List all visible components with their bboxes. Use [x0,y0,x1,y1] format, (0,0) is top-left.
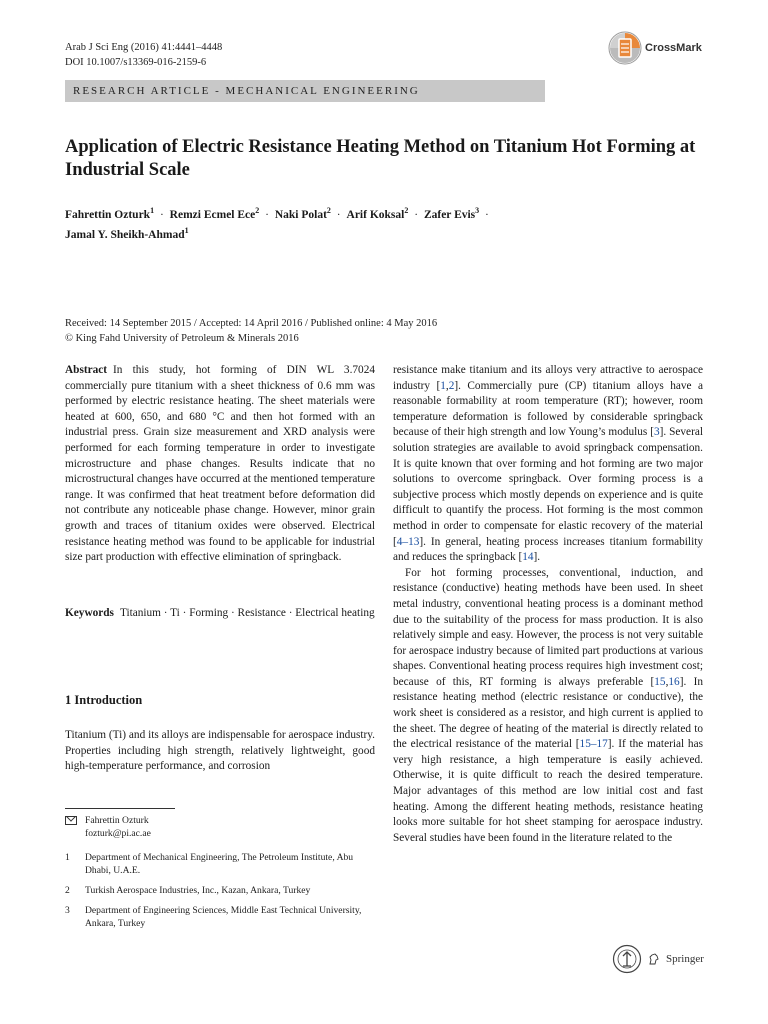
citation-link[interactable]: 16 [668,675,680,688]
abstract-text: In this study, hot forming of DIN WL 3.7024 commercially pure titanium with a sheet thickness of 0.6 mm was performed by electric resistance heating. The sheet materials were heated at 600, 650, and 680 °C and then hot formed with an industrial press. Grain size measurement and XRD analysis were performed for each forming temperature in order to investigate microstructure and phase changes. Results indicate that no microstructural changes have occurred at the mentioned temperature range. It was confirmed that heat treatment before deformation did not contribute any noticeable phase change. However, minor grain growth and traces of titanium oxides were observed. Electrical resistance heating method was found to be applicable for industrial size part production with effective elimination of springback. [65,364,375,564]
introduction-text: Titanium (Ti) and its alloys are indispensable for aerospace industry. Properties including high strength, relatively lightweight, good high-temperature performance, and corrosion [65,729,375,773]
abstract [65,363,375,566]
citation-link[interactable]: 14 [522,551,534,564]
author-name: Naki Polat$^2$ [274,206,331,221]
journal-citation: Arab J Sci Eng (2016) 41:4441–4448 [65,42,223,53]
publisher-name: Springer [666,953,704,965]
author-name: Remzi Ecmel Ece$^2$ [169,206,260,221]
citation-link[interactable]: 15 [654,675,666,688]
citation-link[interactable]: 4–13 [396,535,420,548]
author-affiliation-mark: 1 [184,225,189,235]
crossmark-label: CrossMark [645,42,702,54]
citation-link[interactable]: 1 [440,379,446,392]
paper-title: Application of Electric Resistance Heating Method on Titanium Hot Forming at Industrial Scale [65,137,696,180]
affiliation-mark: 2 [65,885,70,896]
citation-link[interactable]: 2 [448,379,455,392]
author-separator: · [157,208,167,221]
footnotes [65,814,375,937]
citation-link[interactable]: 3 [653,426,660,439]
affiliation-mark: 3 [65,905,70,916]
journal-meta [65,40,222,70]
author-list [65,203,665,243]
body-paragraph: For hot forming processes, conventional, induction, and resistance (conductive) heating methods have been used. In sheet metal industry, conventional heating process is a dominant method due to the suitability of the process for mass production. It is also relatively simple and easy. However, the process is not very suitable for aerospace industry because of limited part productions at various shapes. Conventional heating process requires high investment cost; because of this, RT forming is always preferable [15,16]. In resistance heating method (electric resistance or conductive), the work sheet is considered as a resistor, and high current is applied to the sheet. The degree of heating of the material is directly related to the electrical resistance of the material [15–17]. If the material has very high resistance, a high temperature is easily achieved. Otherwise, it is quite difficult to reach the desired temperature. Major advantages of this method are low initial cost and fast heating. Among the different heating methods, resistance heating looks more suitable for hot sheet stamping for aerospace industry. Several studies have been found in the literature related to the [393,566,704,844]
open-access-seal-icon [612,944,642,974]
author-separator: · [333,208,344,221]
author-affiliation-mark: 2 [326,206,331,215]
crossmark-icon [608,31,642,65]
dates-line: Received: 14 September 2015 / Accepted: 14 April 2016 / Published online: 4 May 2016 [65,318,438,329]
copyright-line: © King Fahd University of Petroleum & Minerals 2016 [65,333,299,344]
doi[interactable]: DOI 10.1007/s13369-016-2159-6 [65,57,207,68]
affiliation-item [65,884,375,897]
section-heading-introduction: 1 Introduction [65,693,143,707]
author-affiliation-mark: 3 [475,206,480,215]
corresponding-author-name: Fahrettin Ozturk [85,815,149,826]
author-affiliation-mark: 2 [255,206,260,215]
crossmark-badge[interactable] [608,31,702,65]
affiliation-text: Department of Mechanical Engineering, The Petroleum Institute, Abu Dhabi, U.A.E. [85,852,354,876]
affiliation-item [65,904,375,930]
affiliation-item [65,851,375,877]
body-paragraph: resistance make titanium and its alloys very attractive to aerospace industry [1,2]. Commercially pure (CP) titanium alloys have a reasonable formability at room temperature (RT); however, room temperature deformation is followed by considerable springback because of their high strength and low Young’s modulus [3]. Several solution strategies are available to avoid springback compensation. It is quite known that over forming and hot forming are two major solutions to overcome springback. Over forming process is a subjective process which mostly depends on experience and is quite difficult to quantify the process. Hot forming is the most common method in order to compensate for elastic recovery of the material [4–13]. In general, heating process increases titanium formability and reduces the springback [14]. [393,364,703,564]
corresponding-author [65,814,375,840]
springer-horse-icon [648,953,660,965]
affiliation-text: Turkish Aerospace Industries, Inc., Kazan, Ankara, Turkey [85,885,311,896]
author-separator: · [411,208,421,221]
introduction-paragraph [65,728,375,775]
keywords [65,606,375,622]
affiliation-mark: 1 [65,852,70,863]
author-name: Arif Koksal$^2$ [346,206,409,221]
author-affiliation-mark: 1 [150,206,155,215]
body-text-right [393,363,703,846]
affiliation-text: Department of Engineering Sciences, Middle East Technical University, Ankara, Turkey [85,905,362,929]
author-name: Zafer Evis$^3$ [423,206,480,221]
keywords-label: Keywords [65,607,114,619]
author-name: Fahrettin Ozturk$^1$ [65,206,155,221]
author-affiliation-mark: 2 [404,206,409,215]
keywords-text: Titanium · Ti · Forming · Resistance · Electrical heating [119,607,375,619]
abstract-label: Abstract [65,364,108,376]
footnote-rule [65,808,175,809]
corresponding-author-email[interactable]: fozturk@pi.ac.ae [85,828,151,839]
publisher-footer [612,944,704,974]
citation-link[interactable]: 15–17 [579,738,608,751]
publication-dates [65,316,437,346]
author-separator: · [262,208,272,221]
section-banner: RESEARCH ARTICLE - MECHANICAL ENGINEERING [65,80,545,102]
author-separator: · [482,208,489,221]
envelope-icon [65,816,77,825]
author-name: Jamal Y. Sheikh-Ahmad$^1$ [65,225,189,241]
